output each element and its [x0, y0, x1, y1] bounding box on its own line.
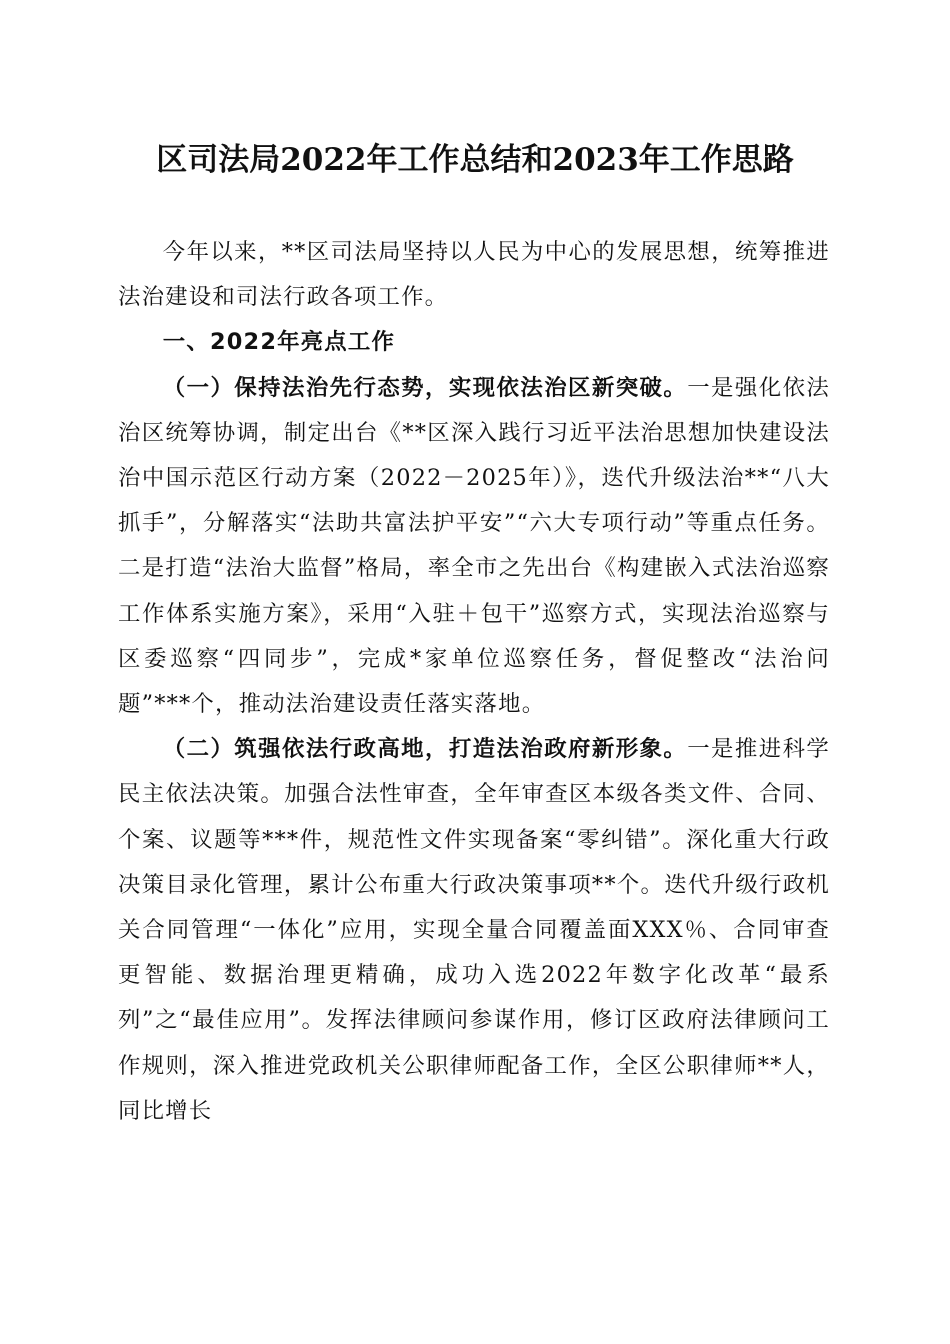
item-1-lead: （一）保持法治先行态势，实现依法治区新突破。	[162, 374, 688, 401]
item-1-body: 一是强化依法治区统筹协调，制定出台《**区深入践行习近平法治思想加快建设法治中国示范区行动方案（2022－2025年）》，迭代升级法治**“八大抓手”，分解落实“法助共富法护平安”“六大专项行动”等重点任务。二是打造“法治大监督”格局，率全市之先出台《构建嵌入式法治巡察工作体系实施方案》，采用“入驻＋包干”巡察方式，实现法治巡察与区委巡察“四同步”，完成*家单位巡察任务，督促整改“法治问题”***个，推动法治建设责任落实落地。	[118, 374, 830, 718]
section-heading: 一、2022年亮点工作	[162, 329, 396, 356]
item-2-lead: （二）筑强依法行政高地，打造法治政府新形象。	[162, 736, 688, 763]
item-2-body: 一是推进科学民主依法决策。加强合法性审查，全年审查区本级各类文件、合同、个案、议题等***件，规范性文件实现备案“零纠错”。深化重大行政决策目录化管理，累计公布重大行政决策事项**个。迭代升级行政机关合同管理“一体化”应用，实现全量合同覆盖面XXX％、合同审查更智能、数据治理更精确，成功入选2022年数字化改革“最系列”之“最佳应用”。发挥法律顾问参谋作用，修订区政府法律顾问工作规则，深入推进党政机关公职律师配备工作，全区公职律师**人，同比增长	[118, 736, 830, 1124]
item-2-paragraph	[118, 727, 830, 1134]
document-title: 区司法局2022年工作总结和2023年工作思路	[156, 142, 794, 178]
document-body	[118, 230, 830, 1134]
intro-paragraph: 今年以来，**区司法局坚持以人民为中心的发展思想，统筹推进法治建设和司法行政各项工作。	[118, 239, 830, 311]
item-1-paragraph	[118, 366, 830, 728]
